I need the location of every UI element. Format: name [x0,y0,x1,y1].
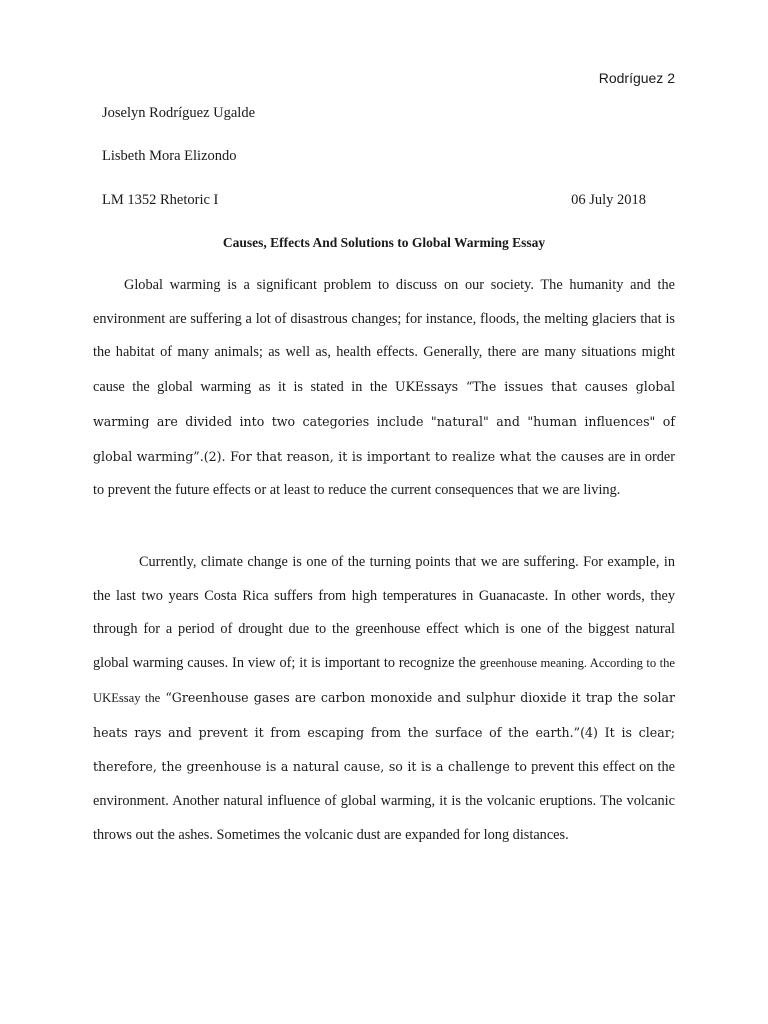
paragraph-2-part-d: prevent this effect on the environment. Another natural influence of global warming, it is the volcanic eruptions. The volcanic throws out the ashes. Sometimes the volcanic dust are expanded for long distances. [93,759,675,843]
author-name: Joselyn Rodríguez Ugalde [102,105,256,121]
page-header: Rodríguez 2 [598,70,675,86]
paragraph-2-part-b: greenhouse meaning. According to the UKEssay the [93,656,675,705]
paragraph-1 [93,269,675,508]
instructor-name: Lisbeth Mora Elizondo [102,148,237,164]
essay-date: 06 July 2018 [571,192,646,208]
course-name: LM 1352 Rhetoric I [102,192,219,208]
paragraph-2-quote: “Greenhouse gases are carbon monoxide and sulphur dioxide it trap the solar heats rays and prevent it from escaping from the surface of the earth.”(4) It is clear; therefore, the greenhouse is a natural cause, so it is a challenge to [93,689,675,775]
paragraph-1-quote: UKEssays “The issues that causes global warming are divided into two categories include "natural" and "human influences" of global warming”.(2). For that reason, it is important to realize what the causes [93,379,676,464]
essay-title: Causes, Effects And Solutions to Global Warming Essay [222,235,546,250]
paragraph-2-part-a: Currently, climate change is one of the turning points that we are suffering. For example, in the last two years Costa Rica suffers from high temperatures in Guanacaste. In other words, they through for a period of drought due to the greenhouse effect which is one of the biggest natural global warming causes. In view of; it is important to recognize the [93,554,675,672]
paragraph-1-part-a: Global warming is a significant problem to discuss on our society. The humanity and the environment are suffering a lot of disastrous changes; for instance, floods, the melting glaciers that is the habitat of many animals; as well as, health effects. Generally, there are many situations might cause the global warming as it is stated in the [93,277,675,396]
paragraph-1-part-c: are in order to prevent the future effects or at least to reduce the current consequences that we are living. [93,448,676,499]
paragraph-2 [93,546,675,852]
